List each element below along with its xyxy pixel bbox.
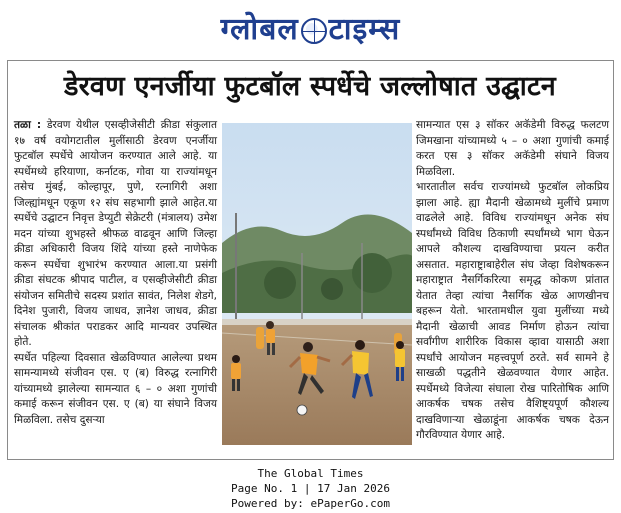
footer-publication: The Global Times <box>257 467 364 480</box>
footer-powered-by[interactable]: Powered by: ePaperGo.com <box>231 497 390 510</box>
article-headline: डेरवण एनर्जीया फुटबॉल स्पर्धेचे जल्लोषात उद्घाटन <box>64 71 556 102</box>
masthead <box>0 4 621 56</box>
masthead-logo[interactable] <box>221 4 401 56</box>
article-paragraph <box>14 118 217 351</box>
page-footer <box>0 466 621 511</box>
article-paragraph: भारतातील सर्वच राज्यांमध्ये फुटबॉल लोकप्रिय झाला आहे. ह्या मैदानी खेळामध्ये मुलींचे प्रमाण वाढलेले आहे. विविध राज्यांमधून अनेक संघ स्पर्धांमध्ये विविध ठिकाणी स्पर्धांमध्ये भाग घेऊन आपले कौशल्य दाखविण्याचा प्रयत्न करीत असतात. महाराष्ट्राबाहेरील संघ जेव्हा विशेषकरून महाराष्ट्रात नैसर्गिकरित्या समृद्ध कोकण प्रांतात येतात तेव्हा त्यांचा नैसर्गिक खेळ आणखीनच बहरून येतो. भारतामधील युवा मुलींच्या मध्ये मैदानी खेळाची आवड निर्माण होऊन त्यांचा सर्वांगीण शारीरिक विकास व्हावा यासाठी अशा स्पर्धांचे आयोजन महत्त्वपूर्ण ठरते. सर्व सामने हे साखळी पद्धतीने खेळवण्यात येणार आहेत. स्पर्धेमध्ये विजेत्या संघाला रोख पारितोषिक आणि आकर्षक चषक तसेच वैशिष्ट्यपूर्ण कौशल्य दाखविणाऱ्या खेळाडूंना आकर्षक चषक देऊन गौरविण्यात येणार आहे. <box>416 181 609 441</box>
article-left-column <box>14 118 217 428</box>
football-match-photo <box>222 123 412 445</box>
photo-illustration <box>222 123 412 445</box>
article-clipping <box>7 60 614 460</box>
footer-page-info: Page No. 1 | 17 Jan 2026 <box>231 482 390 495</box>
dateline: तळा : <box>14 119 42 131</box>
masthead-logo-part1: ग्लोबल <box>220 12 299 47</box>
article-right-column <box>416 118 609 444</box>
article-paragraph: स्पर्धेत पहिल्या दिवसात खेळविण्यात आलेल्या प्रथम सामन्यामध्ये संजीवन एस. ए (ब) विरुद्ध रत्नागिरी यांच्यामध्ये झालेल्या सामन्यात ६ – ० अशा गुणांची कमाई करून संजीवन एस. ए (ब) या संघाने विजय मिळविला. तसेच दुसऱ्या <box>14 351 217 426</box>
globe-icon <box>301 18 327 44</box>
masthead-logo-part2: टाइम्स <box>328 12 401 47</box>
paragraph-text: डेरवण येथील एसव्हीजेसीटी क्रीडा संकुलात १७ वर्ष वयोगटातील मुलींसाठी डेरवण एनर्जीया फुटबॉल स्पर्धेचे आयोजन करण्यात आले आहे. या स्पर्धेमध्ये हरियाणा, कर्नाटक, गोवा या राज्यांमधून तसेच मुंबई, कोल्हापूर, पुणे, रत्नागिरी अशा जिल्ह्यांमधून एकूण १२ संघ सहभागी झाले आहेत.या स्पर्धेचे उद्घाटन निवृत्त डेप्युटी सेक्रेटरी (मंत्रालय) उमेश मदन यांच्या शुभहस्ते श्रीफळ वाढवून आणि जिल्हा क्रीडा अधिकारी विजय शिंदे यांच्या हस्ते नाणेफेक करून स्पर्धेचा शुभारंभ करण्यात आला.या प्रसंगी क्रीडा संघटक श्रीपाद पाटील, व एसव्हीजेसीटी क्रीडा संयोजन समितीचे सदस्य प्रशांत सावंत, निलेश शेडगे, दिनेश पुजारी, विजय जाधव, ज्ञानेश जाधव, क्रीडा संचालक श्रीकांत पराडकर आदि मान्यवर उपस्थित होते. <box>14 119 217 348</box>
article-paragraph: सामन्यात एस ३ सॉकर अकॅडेमी विरुद्ध फलटण जिमखाना यांच्यामध्ये ५ – ० अशा गुणांची कमाई करत एस ३ सॉकर अकॅडेमी संघाने विजय मिळविला. <box>416 119 609 178</box>
